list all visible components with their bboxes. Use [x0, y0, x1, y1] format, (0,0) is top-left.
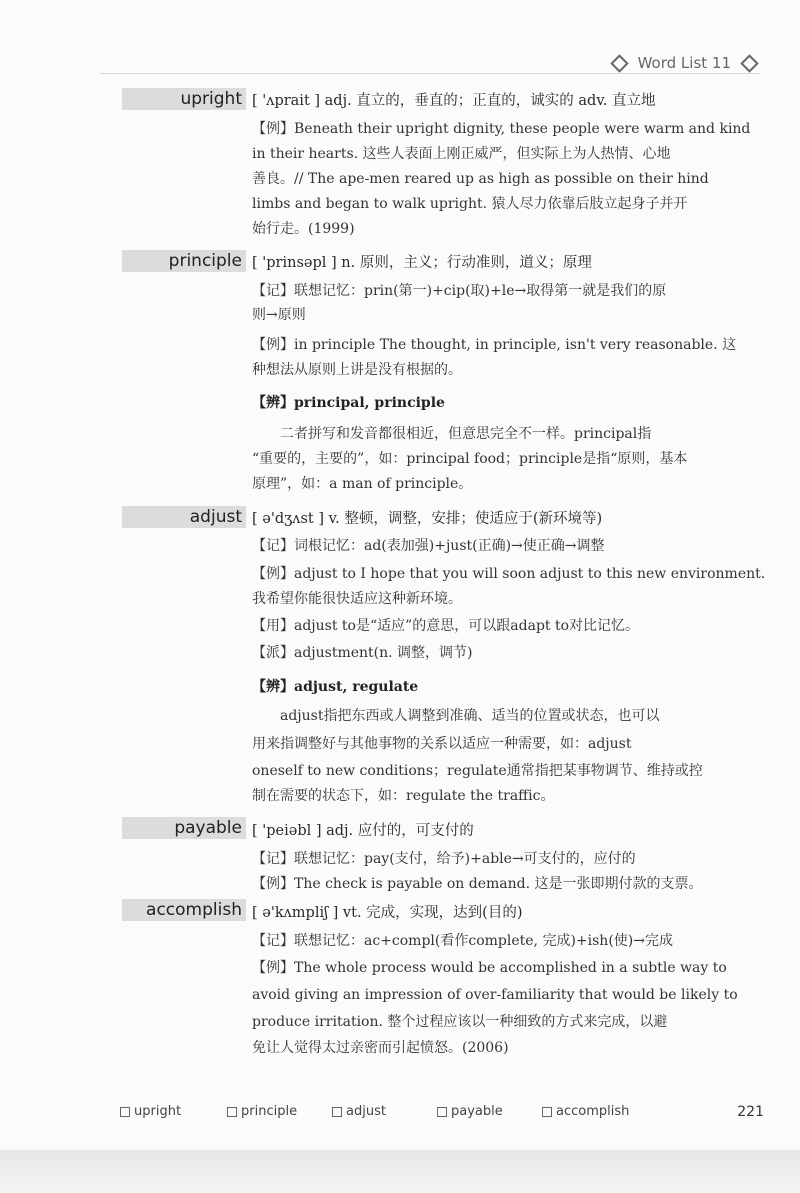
footer [120, 1104, 764, 1124]
example-line: 始行走。(1999) [252, 221, 355, 237]
checkbox-icon[interactable] [437, 1107, 447, 1117]
example-line: 【例】in principle The thought, in principle, isn't very reasonable. 这 [252, 337, 737, 353]
example-line: avoid giving an impression of over-familiarity that would be likely to [252, 987, 738, 1003]
checklist-item-accomplish[interactable] [542, 1104, 629, 1119]
headword: accomplish [146, 900, 242, 920]
checklist-label: upright [134, 1104, 182, 1119]
diamond-right-icon [740, 54, 758, 72]
memory-line: 【记】联想记忆：prin(第一)+cip(取)+le→取得第一就是我们的原 [252, 283, 667, 299]
example-line: 【例】The check is payable on demand. 这是一张即期付款的支票。 [252, 876, 703, 892]
distinguish-line: 原理”，如：a man of principle。 [252, 476, 473, 492]
checklist-label: payable [451, 1104, 503, 1119]
distinguish-heading: 【辨】adjust, regulate [252, 679, 419, 695]
definition-line: [ ə'dʒʌst ] v. 整顿，调整，安排；使适应于(新环境等) [252, 511, 603, 527]
diamond-left-icon [610, 54, 628, 72]
memory-line: 【记】词根记忆：ad(表加强)+just(正确)→使正确→调整 [252, 538, 605, 554]
header-rule [100, 73, 760, 74]
memory-line: 【记】联想记忆：pay(支付，给予)+able→可支付的，应付的 [252, 851, 636, 867]
distinguish-line: 制在需要的状态下，如：regulate the traffic。 [252, 788, 555, 804]
example-line: 【例】The whole process would be accomplished in a subtle way to [252, 960, 727, 976]
page-header [609, 54, 760, 72]
definition-line: [ ə'kʌmpliʃ ] vt. 完成，实现，达到(目的) [252, 905, 523, 921]
checkbox-icon[interactable] [332, 1107, 342, 1117]
headword: upright [180, 89, 242, 109]
checklist-label: principle [241, 1104, 298, 1119]
headword: adjust [189, 507, 242, 527]
checklist-item-principle[interactable] [227, 1104, 297, 1119]
memory-line: 则→原则 [252, 307, 306, 323]
distinguish-line: oneself to new conditions；regulate通常指把某事物调节、维持或控 [252, 763, 703, 779]
example-line: 免让人觉得太过亲密而引起愤怒。(2006) [252, 1040, 509, 1056]
checklist-label: accomplish [556, 1104, 630, 1119]
example-line: 【例】Beneath their upright dignity, these people were warm and kind [252, 121, 751, 137]
definition-line: [ 'prinsəpl ] n. 原则，主义；行动准则，道义；原理 [252, 255, 592, 271]
checklist-label: adjust [346, 1104, 386, 1119]
checklist-item-adjust[interactable] [332, 1104, 386, 1119]
checklist-item-payable[interactable] [437, 1104, 503, 1119]
example-line: 善良。// The ape-men reared up as high as possible on their hind [252, 171, 709, 187]
definition-line: [ 'peiəbl ] adj. 应付的，可支付的 [252, 823, 474, 839]
distinguish-line: 用来指调整好与其他事物的关系以适应一种需要，如：adjust [252, 736, 632, 752]
headword: payable [174, 818, 242, 838]
page-edge-shadow [0, 1150, 800, 1193]
example-line: produce irritation. 整个过程应该以一种细致的方式来完成，以避 [252, 1014, 668, 1030]
checkbox-icon[interactable] [227, 1107, 237, 1117]
example-line: 种想法从原则上讲是没有根据的。 [252, 362, 462, 378]
definition-line: [ 'ʌprait ] adj. 直立的，垂直的；正直的，诚实的 adv. 直立地 [252, 93, 656, 109]
distinguish-line: adjust指把东西或人调整到准确、适当的位置或状态，也可以 [280, 708, 660, 724]
distinguish-heading: 【辨】principal, principle [252, 395, 445, 411]
distinguish-line: 二者拼写和发音都很相近，但意思完全不一样。principal指 [280, 426, 652, 442]
page-number: 221 [737, 1104, 764, 1120]
word-list-title: Word List 11 [637, 54, 731, 72]
memory-line: 【记】联想记忆：ac+compl(看作complete, 完成)+ish(使)→完成 [252, 933, 673, 949]
usage-line: 【用】adjust to是“适应”的意思，可以跟adapt to对比记忆。 [252, 618, 640, 634]
example-line: in their hearts. 这些人表面上刚正威严，但实际上为人热情、心地 [252, 146, 671, 162]
example-line: 【例】adjust to I hope that you will soon adjust to this new environment. [252, 566, 766, 582]
headword: principle [168, 251, 242, 271]
checkbox-icon[interactable] [542, 1107, 552, 1117]
example-line: limbs and began to walk upright. 猿人尽力依靠后肢立起身子并开 [252, 196, 688, 212]
derivative-line: 【派】adjustment(n. 调整，调节) [252, 645, 473, 661]
example-line: 我希望你能很快适应这种新环境。 [252, 591, 462, 607]
checkbox-icon[interactable] [120, 1107, 130, 1117]
checklist-item-upright[interactable] [120, 1104, 181, 1119]
distinguish-line: “重要的，主要的”，如：principal food；principle是指“原则，基本 [252, 451, 688, 467]
